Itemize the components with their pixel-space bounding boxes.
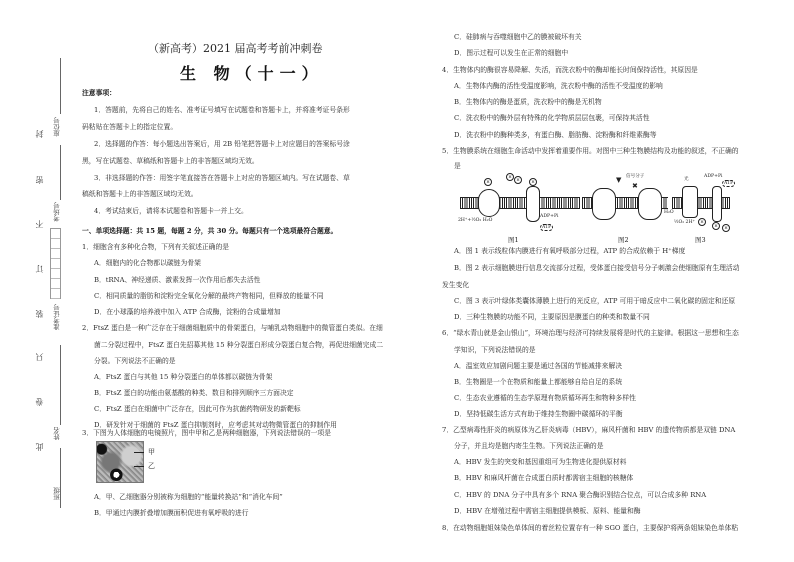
notice-heading: 注意事项：: [82, 89, 116, 97]
option-b: B．FtsZ 蛋白的功能由氨基酸的种类、数目和排列顺序三方面决定: [94, 389, 294, 397]
option-c: C．FtsZ 蛋白在细菌中广泛存在，因此可作为抗菌药物研发的新靶标: [94, 405, 301, 413]
seal-char: 不: [35, 220, 44, 228]
option-a: A．图 1 表示线粒体内膜进行有氧呼吸部分过程，ATP 的合成依赖于 H⁺梯度: [454, 247, 686, 255]
h-ion-icon: H: [722, 224, 730, 232]
fig2-label: 信号分子: [626, 174, 645, 179]
notice-line: 稿纸和答题卡上的非答题区域均无效。: [82, 190, 198, 198]
option-b: B．tRNA、神经递质、激素发挥一次作用后都失去活性: [94, 276, 261, 284]
option-b: B．生物圈是一个在物质和能量上都能够自给自足的系统: [454, 378, 623, 386]
option-c: C．相同质量的脂肪和淀粉完全氧化分解的最终产物相同，但释放的能量不同: [94, 292, 324, 300]
signal-molecule-icon: ✖: [632, 182, 638, 190]
fig1-right-label: ADP+Pi: [540, 214, 559, 219]
option-b: B．甲通过内膜折叠增加膜面积促进有氧呼吸的进行: [94, 509, 249, 517]
question-stem: 8．在动物细胞姐妹染色单体间的着丝粒位置存有一种 SGO 蛋白，主要保护将两条姐妹染色单体粘: [442, 524, 739, 532]
binding-line: [60, 58, 61, 114]
question-stem: 分子，并且均是胞内寄生生物。下列说法正确的是: [454, 442, 604, 450]
question-stem: 学知识，下列说法错误的是: [454, 346, 536, 354]
option-d: D．在小球藻的培养液中加入 ATP 合成酶，淀粉的合成量增加: [94, 308, 281, 316]
h-ion-icon: H: [712, 222, 720, 230]
seal-char: 装: [35, 310, 44, 318]
signal-molecule-icon: ▼: [616, 176, 622, 184]
figure-leader-line: [134, 466, 144, 467]
notice-line: 1．答题前，先将自己的姓名、准考证号填写在试题卷和答题卡上，并将准考证号条形: [94, 106, 350, 114]
option-d: D．三种生物膜的功能不同，主要原因是膜蛋白的种类和数量不同: [454, 313, 650, 321]
admission-ticket-field[interactable]: 准考证号: [53, 304, 61, 330]
membrane-figures: [458, 172, 734, 244]
atp-synthase: [526, 186, 540, 222]
atp-burst: ATP: [724, 181, 734, 186]
fig3-light-label: 光: [684, 177, 689, 182]
fig3-left-label: H₂O: [664, 210, 674, 215]
option-a: A．温室效应加剧问题主要是通过各国的节能减排来解决: [454, 362, 623, 370]
option-d: D．洗衣粉中的酶种类多，有蛋白酶、脂肪酶、淀粉酶和纤维素酶等: [454, 131, 657, 139]
option-b: B．生物体内的酶是蛋质，洗衣粉中的酶是无机物: [454, 98, 602, 106]
notice-line: 码粘贴在答题卡上的指定位置。: [82, 123, 178, 131]
seal-char: 订: [35, 265, 44, 273]
option-c: C．图 3 表示叶绿体类囊体薄膜上进行的光反应，ATP 可用于暗反应中二氧化碳的固定和还原: [454, 297, 736, 305]
seal-char: 密: [35, 176, 44, 184]
seal-char: 此: [35, 443, 44, 451]
atp-burst: ATP: [542, 225, 552, 230]
fig3-bottom-label: ½O₂ 2H⁺: [674, 220, 695, 225]
h-ion-icon: H: [484, 178, 492, 186]
option-b: B．HBV 和麻风杆菌在合成蛋白质时都需宿主细胞的核糖体: [454, 474, 634, 482]
exam-room-field[interactable]: 考场号: [53, 202, 61, 222]
fig3-top-label: ADP+Pi: [704, 174, 723, 179]
option-c: C．洗衣粉中的酶外层有特殊的化学物质层层包裹，可保持其活性: [454, 114, 650, 122]
option-a: A．HBV 发生的突变和基因重组可为生物进化提供原材料: [454, 458, 627, 466]
binding-line: [60, 145, 61, 200]
option-c: C．HBV 的 DNA 分子中具有多个 RNA 聚合酶识别结合位点，可以合成多种 RNA: [454, 491, 707, 499]
fig1-caption: 图1: [508, 236, 519, 244]
binding-margin: [0, 0, 62, 562]
section-heading: 一、单项选择题：共 15 题，每题 2 分，共 30 分。每题只有一个选项最符合题意。: [82, 227, 338, 235]
question-stem: 分裂。下列说法不正确的是: [94, 357, 176, 365]
receptor-protein: [638, 188, 662, 220]
class-field[interactable]: 班级: [53, 487, 61, 500]
question-stem: 1．细胞含有多种化合物，下列有关叙述正确的是: [82, 243, 230, 251]
h-ion-icon: H: [514, 176, 522, 184]
fig1-left-label: 2H⁺+½O₂ H₂O: [458, 218, 493, 223]
figure-leader-line: [134, 452, 144, 453]
question-stem: 5．生物膜系统在细胞生命活动中发挥着重要作用。对图中三种生物膜结构及功能的叙述，不正确的: [442, 147, 739, 155]
question-stem: 4．生物体内的酶很容易降解、失活，而洗衣粉中的酶却能长时间保持活性，其原因是: [442, 66, 698, 74]
notice-line: 3．非选择题的作答：用签字笔直接答在答题卡上对应的答题区域内。写在试题卷、草: [94, 174, 350, 182]
question-stem: 3．下图为人体细胞的电镜照片，图中甲和乙是两种细胞器，下列说法错误的一项是: [82, 429, 332, 437]
notice-line: 黑，写在试题卷、草稿纸和答题卡上的非答题区域均无效。: [82, 157, 259, 165]
figure-label-yi: 乙: [148, 462, 155, 470]
binding-line: [60, 345, 61, 425]
question-stem: 菌二分裂过程中，FtsZ 蛋白先招募其他 15 种分裂蛋白形成分裂蛋白复合物，再促进细菌完成二: [94, 341, 384, 349]
question-stem: 2．FtsZ 蛋白是一种广泛存在于细菌细胞质中的骨架蛋白，与哺乳动物细胞中的微管蛋白类似。在细: [82, 324, 383, 332]
h-ion-icon: H: [506, 173, 514, 181]
option-a: A．甲、乙细胞器分别被称为细胞的“能量转换站”和“消化车间”: [94, 493, 283, 501]
question-stem: 6．“绿水青山就是金山银山”，环境治理与经济可持续发展将是时代的主旋律。根据这一思想和生态: [442, 329, 739, 337]
question-stem: 是: [454, 162, 461, 170]
figure-label-jia: 甲: [148, 448, 155, 456]
h-ion-icon: H: [698, 218, 706, 226]
name-field[interactable]: 姓名: [53, 427, 61, 440]
option-d: D．图示过程可以发生在正常的细胞中: [454, 49, 569, 57]
option-d: D．坚持低碳生活方式有助于维持生物圈中碳循环的平衡: [454, 410, 623, 418]
electron-micrograph: [96, 441, 144, 483]
fig3-caption: 图3: [695, 236, 706, 244]
option-b: B．图 2 表示细胞膜进行信息交流部分过程，受体蛋白接受信号分子刺激会使细胞原有生理活动: [454, 264, 740, 272]
subject-title: 生 物（十一）: [180, 64, 324, 83]
option-d: D．研发针对于细菌的 FtsZ 蛋白抑制剂时，应考虑其对动物微管蛋白的抑制作用: [94, 421, 337, 429]
option-a: A．FtsZ 蛋白与其他 15 种分裂蛋白的单体都以碳链为骨架: [94, 373, 273, 381]
option-b-cont: 发生变化: [442, 281, 470, 289]
seal-char: 只: [35, 353, 44, 361]
option-d: D．HBV 在增殖过程中需宿主细胞提供模板、原料、能量和酶: [454, 507, 641, 515]
exam-title: （新高考）2021 届高考考前冲刺卷: [148, 42, 323, 55]
receptor-protein: [592, 188, 616, 220]
atp-synthase: [712, 186, 722, 222]
membrane-protein: [478, 189, 500, 217]
option-c: C．生态农业遵循的生态学原理有物质循环再生和物种多样性: [454, 394, 636, 402]
option-a: A．细胞内的化合物都以碳链为骨架: [94, 259, 201, 267]
seal-char: 封: [35, 130, 44, 138]
question-stem: 7．乙型病毒性肝炎的病原体为乙肝炎病毒（HBV），麻风杆菌和 HBV 的遗传物质都是双链 DNA: [442, 426, 736, 434]
seat-number-field[interactable]: 座位号: [53, 117, 61, 137]
option-c: C．硅肺病与吞噬细胞中乙的膜被破坏有关: [454, 33, 582, 41]
photosystem-protein: [682, 186, 698, 218]
number-grid: [50, 228, 61, 299]
notice-line: 4．考试结束后，请将本试题卷和答题卡一并上交。: [94, 207, 248, 215]
notice-line: 2．选择题的作答：每小题选出答案后，用 2B 铅笔把答题卡上对应题目的答案标号涂: [94, 140, 350, 148]
seal-char: 卷: [35, 398, 44, 406]
option-a: A．生物体内酶的活性受温度影响，洗衣粉中酶的活性不受温度的影响: [454, 82, 663, 90]
h-ion-icon: H: [529, 178, 537, 186]
fig2-caption: 图2: [618, 236, 629, 244]
